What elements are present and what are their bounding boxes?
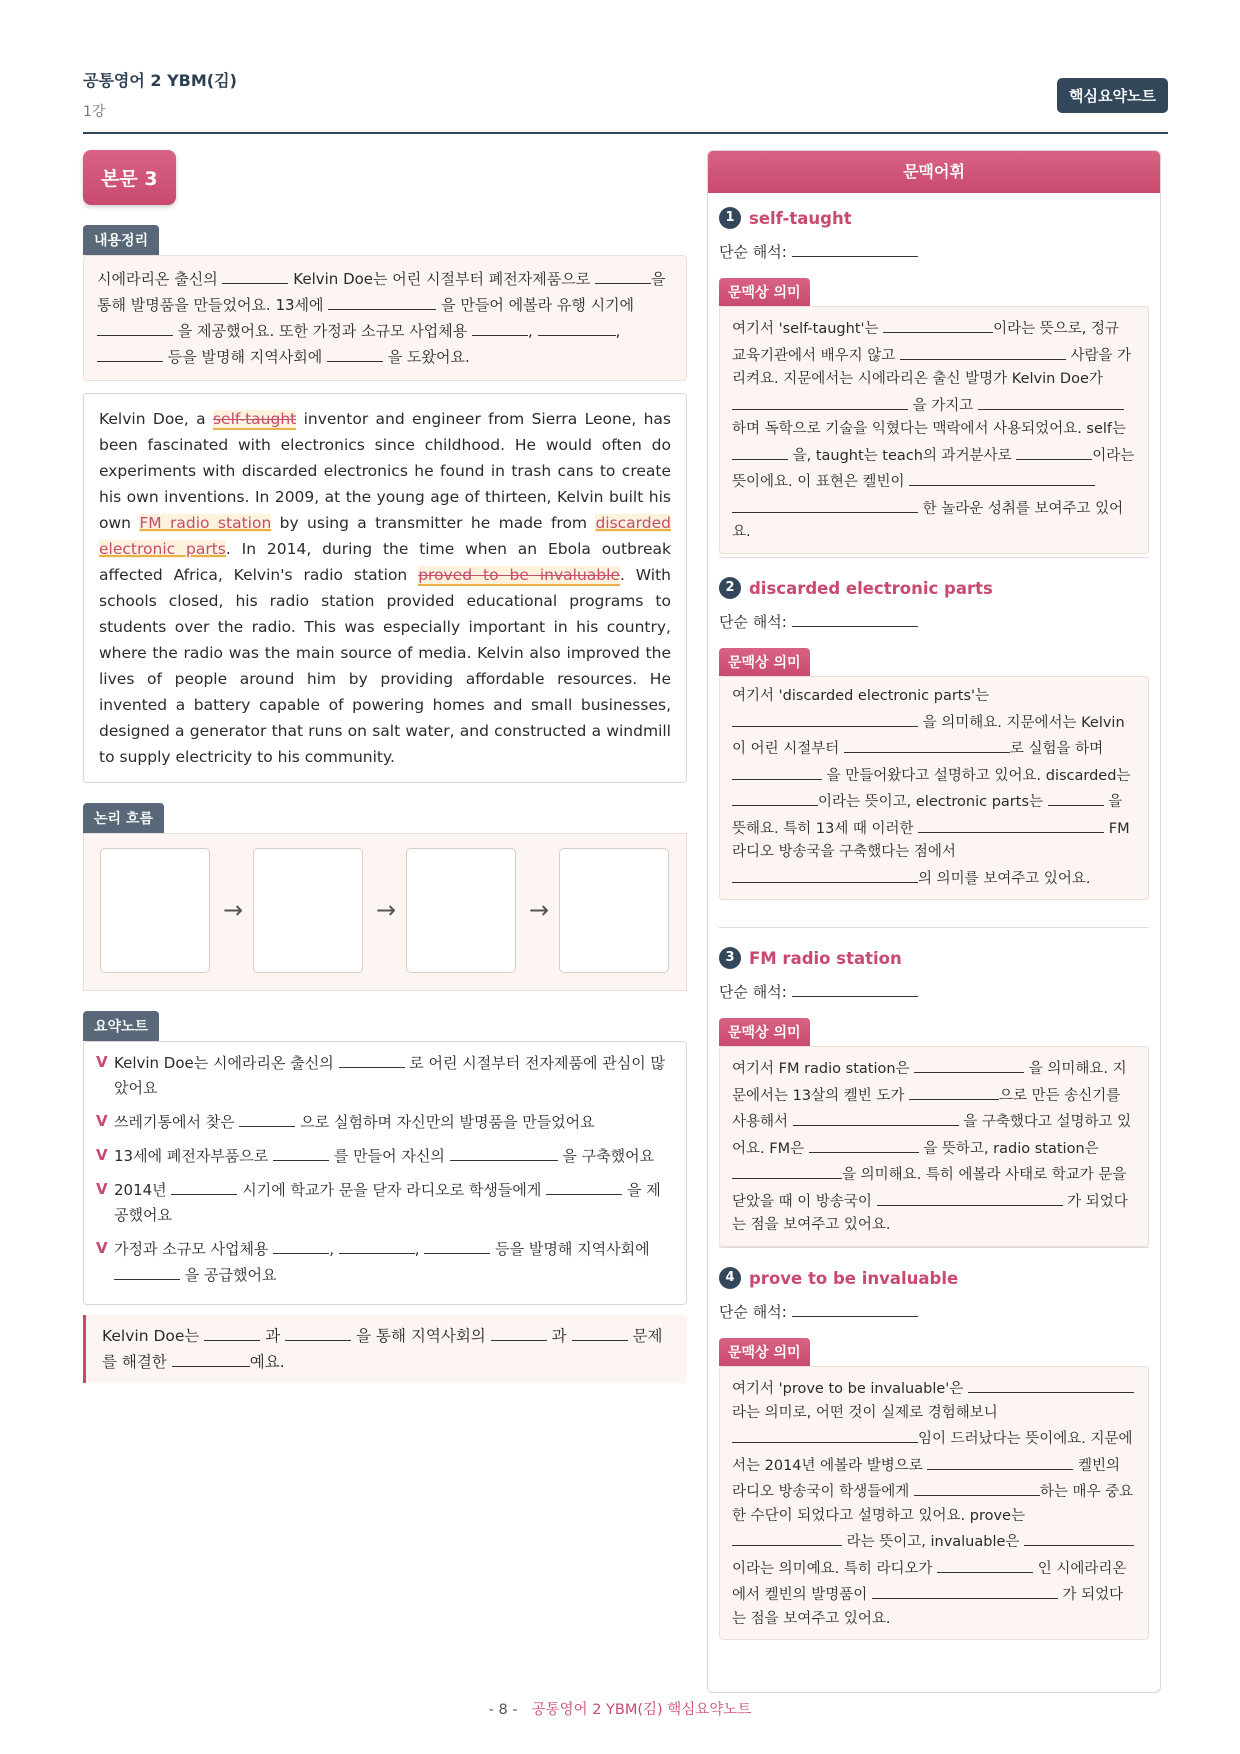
- blank[interactable]: [872, 1581, 1058, 1599]
- context-label: 문맥상 의미: [719, 278, 810, 306]
- blank[interactable]: [877, 1188, 1063, 1206]
- arrow-right-icon: →: [375, 896, 397, 924]
- blank[interactable]: [732, 788, 818, 806]
- vocab-title: self-taught: [749, 208, 852, 228]
- flow-box-1[interactable]: [100, 848, 210, 973]
- note-item: V 13세에 폐전자부품으로 를 만들어 자신의 을 구축했어요: [96, 1143, 674, 1169]
- blank[interactable]: [538, 318, 616, 336]
- blank[interactable]: [883, 315, 993, 333]
- blank[interactable]: [97, 318, 173, 336]
- blank[interactable]: [273, 1236, 329, 1254]
- divider: [719, 557, 1149, 558]
- blank[interactable]: [732, 709, 918, 727]
- blank[interactable]: [900, 342, 1066, 360]
- context-label: 문맥상 의미: [719, 1338, 810, 1366]
- note-item: V 가정과 소규모 사업체용 , , 등을 발명해 지역사회에 을 공급했어요: [96, 1236, 674, 1288]
- blank[interactable]: [792, 979, 918, 997]
- blank[interactable]: [222, 266, 288, 284]
- note-item: V 쓰레기통에서 찾은 으로 실험하며 자신만의 발명품을 만들었어요: [96, 1109, 674, 1135]
- blank[interactable]: [732, 1161, 842, 1179]
- blank[interactable]: [97, 344, 163, 362]
- blank[interactable]: [927, 1452, 1073, 1470]
- vocab-item-1: 1 self-taught 단순 해석: 문맥상 의미 여기서 'self-taught'는 이라는 뜻으로, 정규 교육기관에서 배우지 않고 사람을 가리켜요. 지문에서는 시에라리온 출신 발명가 Kelvin Doe가 을 가지고 하며 독학으로 기술을 익혔다는 맥락에서 사용되었어요. self는 을, taught는 teach의 과거분사로 이라는 뜻이에요. 이 표현은 켈빈이 한 놀라운 성취를 보여주고 있어요.: [719, 207, 1149, 554]
- blank[interactable]: [732, 1425, 918, 1443]
- blank[interactable]: [914, 1055, 1024, 1073]
- context-label: 문맥상 의미: [719, 1018, 810, 1046]
- number-badge: 4: [719, 1267, 741, 1289]
- page-footer: [0, 1698, 1240, 1719]
- blank[interactable]: [909, 1082, 999, 1100]
- highlight-fm-radio: FM radio station: [139, 514, 272, 532]
- page-header: [83, 68, 1168, 134]
- vocab-header: 문맥어휘: [708, 151, 1160, 193]
- page-number: - 8 -: [488, 1702, 518, 1718]
- vocab-title: FM radio station: [749, 948, 902, 968]
- footer-title: 공통영어 2 YBM(김) 핵심요약노트: [531, 1702, 752, 1718]
- highlight-prove-invaluable: proved to be invaluable: [418, 566, 620, 584]
- check-mark-icon: V: [96, 1239, 108, 1257]
- blank[interactable]: [732, 762, 822, 780]
- check-mark-icon: V: [96, 1146, 108, 1164]
- vocab-panel: [707, 150, 1161, 1693]
- blank[interactable]: [546, 1177, 622, 1195]
- book-title: 공통영어 2 YBM(김): [83, 71, 237, 90]
- section-tab: 본문 3: [83, 150, 176, 205]
- blank[interactable]: [792, 239, 918, 257]
- blank[interactable]: [732, 392, 908, 410]
- number-badge: 1: [719, 207, 741, 229]
- vocab-item-4: 4 prove to be invaluable 단순 해석: 문맥상 의미 여기서 'prove to be invaluable'은 라는 의미로, 어떤 것이 실제로 경험해보니 임이 드러났다는 뜻이에요. 지문에서는 2014년 에볼라 발병으로 켈빈의 라디오 방송국이 학생들에게 하는 매우 중요한 수단이 되었다고 설명하고 있어요. prove는 라는 뜻이고, invaluable은 이라는 의미예요. 특히 라디오가 인 시에라리온에서 켈빈의 발명품이 가 되었다는 점을 보여주고 있어요.: [719, 1267, 1149, 1640]
- context-box: 여기서 FM radio station은 을 의미해요. 지문에서는 13살의 켈빈 도가 으로 만든 송신기를 사용해서 을 구축했다고 설명하고 있어요. FM은 을 뜻하고, radio station은 을 의미해요. 특히 에볼라 사태로 학교가 문을 닫았을 때 이 방송국이 가 되었다는 점을 보여주고 있어요.: [719, 1046, 1149, 1247]
- blank[interactable]: [472, 318, 528, 336]
- blank[interactable]: [595, 266, 651, 284]
- number-badge: 2: [719, 577, 741, 599]
- blank[interactable]: [327, 344, 383, 362]
- summary-label: 내용정리: [83, 225, 159, 255]
- highlight-discarded-parts: discarded electronic parts: [99, 514, 671, 558]
- blank[interactable]: [114, 1262, 180, 1280]
- blank[interactable]: [572, 1323, 628, 1341]
- blank[interactable]: [1024, 1528, 1134, 1546]
- note-item: V 2014년 시기에 학교가 문을 닫자 라디오로 학생들에게 을 제공했어요: [96, 1177, 674, 1228]
- blank[interactable]: [968, 1375, 1134, 1393]
- blank[interactable]: [844, 735, 1010, 753]
- blank[interactable]: [732, 1528, 842, 1546]
- vocab-title: prove to be invaluable: [749, 1268, 959, 1288]
- context-box: 여기서 'prove to be invaluable'은 라는 의미로, 어떤 것이 실제로 경험해보니 임이 드러났다는 뜻이에요. 지문에서는 2014년 에볼라 발병으로 켈빈의 라디오 방송국이 학생들에게 하는 매우 중요한 수단이 되었다고 설명하고 있어요. prove는 라는 뜻이고, invaluable은 이라는 의미예요. 특히 라디오가 인 시에라리온에서 켈빈의 발명품이 가 되었다는 점을 보여주고 있어요.: [719, 1366, 1149, 1640]
- blank[interactable]: [450, 1143, 558, 1161]
- blank[interactable]: [909, 468, 1095, 486]
- blank[interactable]: [239, 1109, 295, 1127]
- arrow-right-icon: →: [222, 896, 244, 924]
- flow-box-3[interactable]: [406, 848, 516, 973]
- passage-box: Kelvin Doe, a self-taught inventor and engineer from Sierra Leone, has been fascinated with electronics since childhood. He would often do experiments with discarded electronics he found in trash cans to create his own inventions. In 2009, at the young age of thirteen, Kelvin built his own FM radio station by using a transmitter he made from discarded electronic parts. In 2014, during the time when an Ebola outbreak affected Africa, Kelvin's radio station proved to be invaluable. With schools closed, his radio station provided educational programs to students over the radio. This was especially important in his country, where the radio was the main source of media. Kelvin also improved the lives of people around him by providing affordable resources. He invented a battery capable of powering homes and small businesses, designed a generator that runs on salt water, and constructed a windmill to supply electricity to his community.: [83, 393, 687, 783]
- blank[interactable]: [914, 1478, 1040, 1496]
- blank[interactable]: [1048, 788, 1104, 806]
- check-mark-icon: V: [96, 1053, 108, 1071]
- blank[interactable]: [792, 609, 918, 627]
- divider: [719, 927, 1149, 928]
- blank[interactable]: [424, 1236, 490, 1254]
- blank[interactable]: [491, 1323, 547, 1341]
- blank[interactable]: [204, 1323, 260, 1341]
- number-badge: 3: [719, 947, 741, 969]
- check-mark-icon: V: [96, 1180, 108, 1198]
- highlight-self-taught: self-taught: [212, 410, 297, 428]
- blank[interactable]: [171, 1177, 237, 1195]
- note-item: V Kelvin Doe는 시에라리온 출신의 로 어린 시절부터 전자제품에 관심이 많았어요: [96, 1050, 674, 1101]
- blank[interactable]: [285, 1323, 351, 1341]
- blank[interactable]: [273, 1143, 329, 1161]
- blank[interactable]: [937, 1555, 1033, 1573]
- blank[interactable]: [328, 292, 436, 310]
- flow-box-4[interactable]: [559, 848, 669, 973]
- lesson-number: 1강: [83, 104, 106, 120]
- final-summary-box: Kelvin Doe는 과 을 통해 지역사회의 과 문제를 해결한 예요.: [83, 1315, 687, 1383]
- blank[interactable]: [732, 495, 918, 513]
- note-badge: 핵심요약노트: [1057, 78, 1168, 113]
- blank[interactable]: [339, 1236, 415, 1254]
- divider: [719, 1247, 1149, 1248]
- left-column: [83, 150, 687, 1383]
- blank[interactable]: [918, 815, 1104, 833]
- arrow-right-icon: →: [528, 896, 550, 924]
- flow-box-2[interactable]: [253, 848, 363, 973]
- blank[interactable]: [792, 1299, 918, 1317]
- blank[interactable]: [732, 865, 918, 883]
- vocab-item-3: 3 FM radio station 단순 해석: 문맥상 의미 여기서 FM radio station은 을 의미해요. 지문에서는 13살의 켈빈 도가 으로 만든 송신기를 사용해서 을 구축했다고 설명하고 있어요. FM은 을 뜻하고, radio station은 을 의미해요. 특히 에볼라 사태로 학교가 문을 닫았을 때 이 방송국이 가 되었다는 점을 보여주고 있어요.: [719, 947, 1149, 1247]
- blank[interactable]: [339, 1050, 405, 1068]
- flow-diagram: [83, 833, 687, 991]
- blank[interactable]: [1016, 442, 1092, 460]
- blank[interactable]: [809, 1135, 919, 1153]
- context-box: 여기서 'self-taught'는 이라는 뜻으로, 정규 교육기관에서 배우지 않고 사람을 가리켜요. 지문에서는 시에라리온 출신 발명가 Kelvin Doe가 을 가지고 하며 독학으로 기술을 익혔다는 맥락에서 사용되었어요. self는 을, taught는 teach의 과거분사로 이라는 뜻이에요. 이 표현은 켈빈이 한 놀라운 성취를 보여주고 있어요.: [719, 306, 1149, 554]
- blank[interactable]: [172, 1349, 250, 1367]
- blank[interactable]: [978, 392, 1124, 410]
- blank[interactable]: [793, 1108, 959, 1126]
- vocab-item-2: 2 discarded electronic parts 단순 해석: 문맥상 의미 여기서 'discarded electronic parts'는 을 의미해요. 지문에서는 Kelvin이 어린 시절부터 로 실험을 하며 을 만들어왔다고 설명하고 있어요. discarded는 이라는 뜻이고, electronic parts는 을 뜻해요. 특히 13세 때 이러한 FM 라디오 방송국을 구축했다는 점에서 의 의미를 보여주고 있어요.: [719, 577, 1149, 900]
- context-label: 문맥상 의미: [719, 648, 810, 676]
- vocab-title: discarded electronic parts: [749, 578, 993, 598]
- context-box: 여기서 'discarded electronic parts'는 을 의미해요. 지문에서는 Kelvin이 어린 시절부터 로 실험을 하며 을 만들어왔다고 설명하고 있어요. discarded는 이라는 뜻이고, electronic parts는 을 뜻해요. 특히 13세 때 이러한 FM 라디오 방송국을 구축했다는 점에서 의 의미를 보여주고 있어요.: [719, 676, 1149, 900]
- flow-label: 논리 흐름: [83, 803, 164, 833]
- summary-box: 시에라리온 출신의 Kelvin Doe는 어린 시절부터 폐전자제품으로 을 통해 발명품을 만들었어요. 13세에 을 만들어 에볼라 유행 시기에 을 제공했어요. 또한 가정과 소규모 사업체용 , , 등을 발명해 지역사회에 을 도왔어요.: [83, 255, 687, 381]
- blank[interactable]: [732, 442, 788, 460]
- notes-box: [83, 1041, 687, 1305]
- check-mark-icon: V: [96, 1112, 108, 1130]
- notes-label: 요약노트: [83, 1011, 159, 1041]
